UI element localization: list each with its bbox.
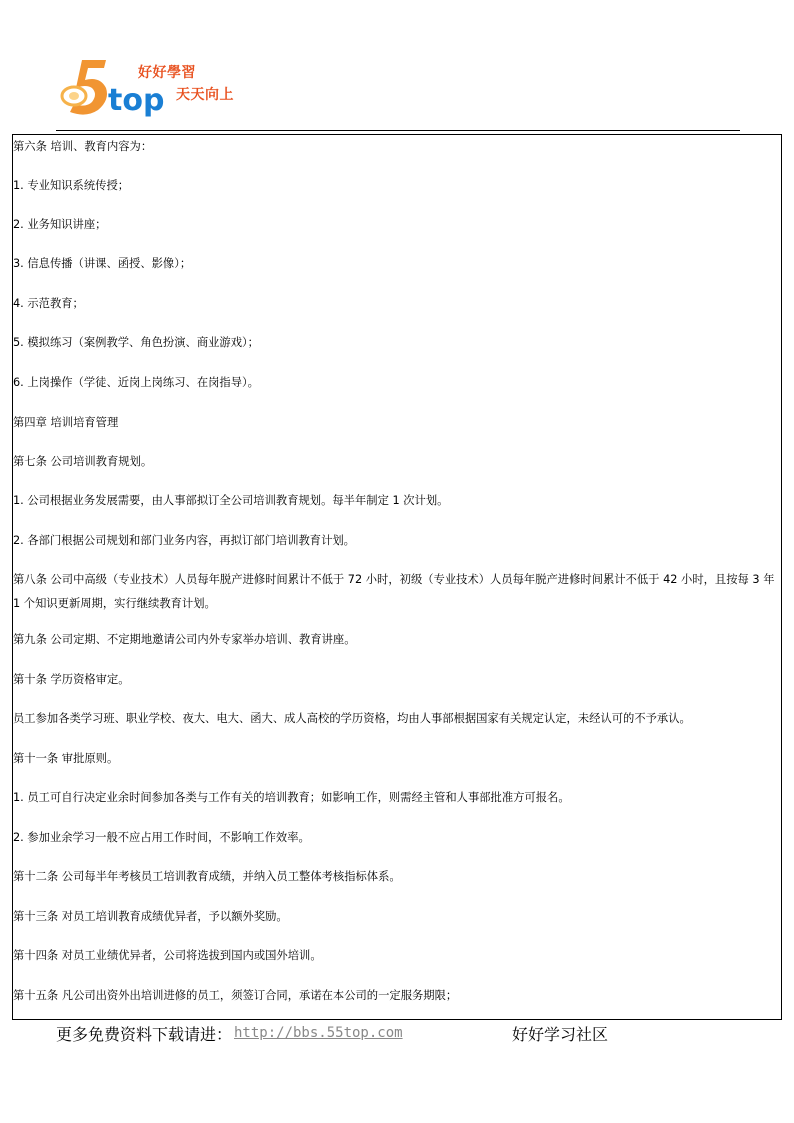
paragraph: 6. 上岗操作（学徒、近岗上岗练习、在岗指导）。 xyxy=(13,376,259,389)
header-divider xyxy=(56,130,740,131)
paragraph: 第十一条 审批原则。 xyxy=(13,752,119,765)
site-logo xyxy=(56,56,246,120)
paragraph: 第七条 公司培训教育规划。 xyxy=(13,455,153,468)
paragraph: 第十四条 对员工业绩优异者，公司将选拔到国内或国外培训。 xyxy=(13,949,322,962)
paragraph: 第十条 学历资格审定。 xyxy=(13,673,130,686)
paragraph: 员工参加各类学习班、职业学校、夜大、电大、函大、成人高校的学历资格，均由人事部根据国家有关规定认定，未经认可的不予承认。 xyxy=(13,712,691,725)
footer-prefix-text: 更多免费资料下载请进： xyxy=(56,1025,233,1044)
paragraph: 第十五条 凡公司出资外出培训进修的员工，须签订合同，承诺在本公司的一定服务期限； xyxy=(13,989,458,1002)
paragraph: 第九条 公司定期、不定期地邀请公司内外专家举办培训、教育讲座。 xyxy=(13,633,356,646)
paragraph: 1. 公司根据业务发展需要，由人事部拟订全公司培训教育规划。每半年制定 1 次计划。 xyxy=(13,494,449,507)
paragraph: 第十三条 对员工培训教育成绩优异者，予以额外奖励。 xyxy=(13,910,288,923)
page-footer xyxy=(0,1022,794,1044)
chapter-heading: 第四章 培训培育管理 xyxy=(13,416,119,429)
paragraph: 第八条 公司中高级（专业技术）人员每年脱产进修时间累计不低于 72 小时，初级（专业技术）人员每年脱产进修时间累计不低于 42 小时，且按每 3 年 1 个知识更新周期，实行继续教育计划。 xyxy=(13,573,775,610)
logo-tagline-2: 天天向上 xyxy=(176,87,234,103)
footer-link[interactable]: http://bbs.55top.com xyxy=(234,1025,403,1041)
paragraph: 1. 员工可自行决定业余时间参加各类与工作有关的培训教育；如影响工作，则需经主管和人事部批准方可报名。 xyxy=(13,791,570,804)
paragraph: 1. 专业知识系统传授； xyxy=(13,179,130,192)
svg-text:top: top xyxy=(108,83,165,118)
paragraph: 3. 信息传播（讲课、函授、影像）； xyxy=(13,257,192,270)
paragraph: 4. 示范教育； xyxy=(13,297,84,310)
paragraph: 2. 业务知识讲座； xyxy=(13,218,107,231)
paragraph: 5. 模拟练习（案例教学、角色扮演、商业游戏）； xyxy=(13,336,259,349)
paragraph: 2. 各部门根据公司规划和部门业务内容，再拟订部门培训教育计划。 xyxy=(13,534,355,547)
document-body xyxy=(12,134,782,1020)
paragraph: 第十二条 公司每半年考核员工培训教育成绩，并纳入员工整体考核指标体系。 xyxy=(13,870,401,883)
paragraph: 2. 参加业余学习一般不应占用工作时间，不影响工作效率。 xyxy=(13,831,310,844)
logo-tagline-1: 好好學習 xyxy=(138,65,196,81)
paragraph: 第六条 培训、教育内容为： xyxy=(13,140,153,153)
footer-community-text: 好好学习社区 xyxy=(512,1025,609,1044)
